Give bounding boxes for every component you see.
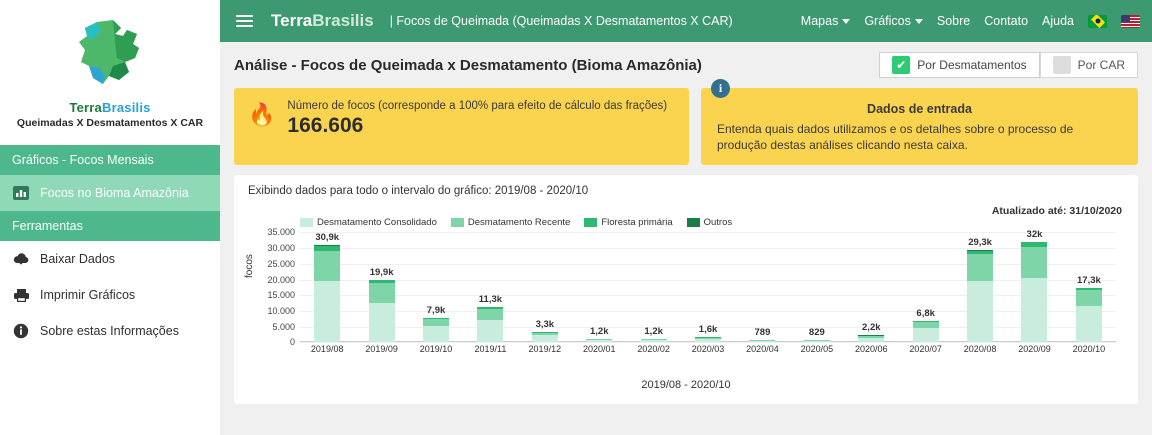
chart-bar[interactable] [695, 337, 721, 342]
chart-bar[interactable] [586, 339, 612, 343]
page-header [234, 52, 1138, 78]
card-dados-title: Dados de entrada [867, 102, 972, 116]
nav-item-label: Ajuda [1042, 14, 1074, 28]
chart-bar-segment [314, 281, 340, 343]
x-tick-label: 2020/10 [1072, 344, 1106, 355]
chart-bar-value-label: 30,9k [315, 232, 340, 244]
chart-bar[interactable] [1076, 288, 1102, 342]
x-tick-label: 2020/08 [963, 344, 997, 355]
card-dados-description: Entenda quais dados utilizamos e os detalhes sobre o processo de produção destas análises clicando nesta caixa. [717, 122, 1074, 153]
chart-bar-column[interactable] [300, 232, 354, 342]
chart-bar-segment [1021, 247, 1047, 278]
printer-icon [12, 288, 30, 303]
cloud-download-icon [12, 252, 30, 266]
chart-bar[interactable] [1021, 242, 1047, 343]
chart-bar-segment [1076, 290, 1102, 306]
nav-item-label: Mapas [800, 14, 839, 28]
chart-caption: Exibindo dados para todo o intervalo do gráfico: 2019/08 - 2020/10 [248, 185, 589, 198]
topbar-subtitle: | Focos de Queimada (Queimadas X Desmatamentos X CAR) [389, 14, 733, 28]
chart-bar-value-label: 11,3k [478, 293, 503, 305]
legend-item[interactable] [687, 217, 733, 228]
x-tick-label: 2020/07 [909, 344, 942, 355]
info-icon [12, 323, 30, 339]
sidebar-brand-subtitle: Queimadas X Desmatamentos X CAR [16, 117, 204, 129]
topbar-nav [801, 14, 1140, 28]
chevron-down-icon [915, 19, 923, 24]
toggle-label: Por Desmatamentos [917, 58, 1027, 72]
chart-bar-segment [913, 328, 939, 342]
chart-bar-value-label: 1,2k [644, 325, 663, 337]
chart-bar[interactable] [314, 245, 340, 342]
chart-bar-column[interactable] [1062, 232, 1116, 342]
flame-icon: 🔥 [248, 102, 276, 127]
sidebar-section-graficos-label: Gráficos - Focos Mensais [12, 153, 154, 167]
legend-swatch [451, 218, 464, 227]
terrabrasilis-logo-icon [67, 18, 153, 92]
toggle-por-desmatamentos[interactable] [879, 52, 1039, 78]
chart-bar-column[interactable] [681, 232, 735, 342]
bar-chart-icon [12, 186, 30, 200]
chart-bar-column[interactable] [572, 232, 626, 342]
chart-bar-column[interactable] [409, 232, 463, 342]
card-focos-label: Número de focos (corresponde a 100% para efeito de cálculo das frações) [287, 100, 668, 112]
chart-bar[interactable] [641, 339, 667, 343]
top-navbar [220, 0, 1152, 42]
x-tick-label: 2019/08 [310, 344, 344, 355]
chart-bar-segment [314, 251, 340, 281]
toggle-por-car[interactable] [1040, 52, 1138, 78]
chart-bar-column[interactable] [790, 232, 844, 342]
nav-item-label: Sobre [936, 14, 971, 28]
legend-swatch [584, 218, 597, 227]
chart-bar[interactable] [477, 307, 503, 343]
chart-bar-value-label: 789 [754, 326, 771, 338]
chart-bar[interactable] [967, 250, 993, 342]
chart-bar-segment [858, 338, 884, 343]
x-tick-label: 2020/05 [800, 344, 834, 355]
chart-bar-segment [1021, 278, 1047, 342]
page-title: Análise - Focos de Queimada x Desmatamento (Bioma Amazônia) [234, 56, 702, 74]
check-icon-empty: ✔ [1053, 56, 1071, 74]
legend-swatch [687, 218, 700, 227]
chart-x-tick-labels [300, 344, 1116, 354]
legend-item[interactable] [451, 217, 570, 228]
x-tick-label: 2019/09 [365, 344, 398, 355]
sidebar-item-label: Focos no Bioma Amazônia [40, 186, 189, 200]
chart-bar-value-label: 29,3k [968, 237, 992, 249]
chart-bar-segment [749, 341, 775, 343]
sidebar-brand-title [69, 100, 150, 115]
chart-bar-value-label: 6,8k [916, 308, 935, 320]
sidebar-item-sobre-estas-informacoes[interactable] [0, 313, 220, 349]
chart-bar-value-label: 17,3k [1077, 275, 1101, 287]
topbar-brand-part2: Brasilis [312, 11, 374, 30]
card-numero-focos [234, 88, 689, 165]
nav-item-sobre[interactable] [937, 14, 970, 28]
card-dados-de-entrada[interactable] [701, 81, 1138, 165]
chart-bar-column[interactable] [735, 232, 789, 342]
chart-bar-column[interactable] [844, 232, 898, 342]
chart-bar-segment [1076, 306, 1102, 342]
sidebar-item-baixar-dados[interactable] [0, 241, 220, 277]
chart-bar-column[interactable] [626, 232, 680, 342]
sidebar-item-imprimir-graficos[interactable] [0, 277, 220, 313]
y-tick-label: 25.000 [267, 258, 295, 269]
analysis-mode-toggle-group [879, 52, 1138, 78]
sidebar-brand [0, 0, 220, 145]
chart-bar[interactable] [749, 340, 775, 342]
chart-bar-column[interactable] [953, 232, 1007, 342]
x-tick-label: 2020/04 [746, 344, 779, 355]
chart-bar-column[interactable] [463, 232, 517, 342]
chart-bar[interactable] [913, 321, 939, 342]
chart-y-axis-label: focos [244, 254, 255, 279]
sidebar-section-ferramentas [0, 211, 220, 241]
x-tick-label: 2020/06 [854, 344, 888, 355]
check-icon: ✔ [892, 56, 910, 74]
chart-bar-segment [967, 254, 993, 281]
nav-item-ajuda[interactable] [1042, 14, 1074, 28]
topbar-brand-part1: Terra [271, 11, 313, 30]
chart-legend [300, 217, 1124, 228]
chart-bar[interactable] [423, 318, 449, 343]
chart-bars [300, 228, 1116, 342]
y-tick-label: 15.000 [267, 290, 295, 301]
chart-bar-segment [586, 340, 612, 343]
y-tick-label: 35.000 [267, 227, 295, 238]
legend-label: Floresta primária [601, 217, 673, 229]
x-tick-label: 2020/03 [691, 344, 725, 355]
chart-bar-column[interactable] [354, 232, 408, 342]
legend-item[interactable] [300, 217, 437, 228]
chart-bar-segment [423, 319, 449, 326]
chart-bar-value-label: 1,2k [589, 325, 609, 337]
chart-bar-value-label: 3,3k [535, 319, 555, 331]
legend-label: Desmatamento Consolidado [317, 217, 437, 229]
chart-bar-segment [695, 339, 721, 342]
chart-bar-column[interactable] [898, 232, 952, 342]
sidebar-item-focos-bioma-amazonia[interactable] [0, 175, 220, 211]
hamburger-icon[interactable] [232, 13, 257, 29]
chevron-down-icon [842, 19, 850, 24]
chart-bar-segment [423, 326, 449, 342]
x-tick-label: 2020/02 [637, 344, 670, 355]
nav-item-mapas[interactable] [801, 14, 851, 28]
topbar-brand[interactable] [271, 11, 374, 31]
nav-item-label: Gráficos [864, 14, 911, 28]
sidebar-item-label: Sobre estas Informações [40, 324, 179, 338]
chart-bar-value-label: 19,9k [369, 266, 394, 278]
chart-bar[interactable] [532, 332, 558, 342]
y-tick-label: 30.000 [267, 243, 295, 254]
legend-label: Desmatamento Recente [467, 217, 571, 229]
nav-item-label: Contato [984, 14, 1029, 28]
legend-item[interactable] [584, 217, 672, 228]
chart-bar-segment [641, 340, 667, 343]
chart-bar-value-label: 829 [808, 326, 825, 338]
chart-bar-segment [477, 320, 503, 342]
sidebar [0, 0, 220, 435]
chart-panel [234, 175, 1138, 404]
gridline [289, 337, 1116, 348]
x-tick-label: 2020/01 [582, 344, 616, 355]
nav-item-contato[interactable] [984, 14, 1028, 28]
card-focos-value: 166.606 [287, 114, 364, 137]
chart-bar-segment [369, 283, 395, 302]
y-tick-label: 10.000 [267, 305, 295, 316]
x-tick-label: 2019/11 [474, 344, 507, 355]
chart-bar-segment [804, 341, 830, 343]
chart-updated-label: Atualizado até: 31/10/2020 [991, 205, 1122, 218]
legend-label: Outros [703, 217, 733, 229]
chart-bar[interactable] [369, 280, 395, 343]
y-tick-label: 0 [289, 337, 295, 348]
chart-bar-segment [532, 335, 558, 342]
chart-plot-area [244, 227, 1124, 357]
chart-bar[interactable] [804, 340, 830, 343]
y-tick-label: 5.000 [272, 321, 295, 332]
chart-bar-value-label: 2,2k [862, 322, 881, 334]
toggle-label: Por CAR [1077, 58, 1125, 72]
info-badge-icon: i [711, 79, 730, 98]
x-tick-label: 2019/10 [419, 344, 453, 355]
chart-x-axis-title: 2019/08 - 2020/10 [641, 379, 731, 392]
sidebar-brand-title-part1: Terra [69, 100, 102, 115]
x-tick-label: 2020/09 [1018, 344, 1051, 355]
flag-brazil-icon[interactable] [1088, 15, 1107, 28]
chart-bar-segment [477, 309, 503, 320]
chart-bar-segment [369, 303, 395, 343]
sidebar-filler [0, 349, 220, 435]
page-content [220, 42, 1152, 404]
legend-swatch [300, 218, 313, 227]
sidebar-section-ferramentas-label: Ferramentas [12, 219, 83, 233]
sidebar-brand-title-part2: Brasilis [101, 100, 151, 115]
chart-bar-value-label: 7,9k [426, 304, 446, 316]
chart-bar-value-label: 1,6k [698, 324, 718, 336]
sidebar-item-label: Baixar Dados [40, 252, 116, 266]
x-tick-label: 2019/12 [528, 344, 562, 355]
flag-usa-icon[interactable] [1121, 15, 1140, 28]
sidebar-section-graficos [0, 145, 220, 175]
y-tick-label: 20.000 [267, 274, 295, 285]
sidebar-item-label: Imprimir Gráficos [40, 288, 136, 302]
chart-bar-value-label: 32k [1026, 228, 1043, 240]
chart-bar-column[interactable] [518, 232, 572, 342]
main-area [220, 0, 1152, 435]
chart-bar[interactable] [858, 335, 884, 342]
nav-item-graficos[interactable] [864, 14, 923, 28]
summary-cards [234, 81, 1138, 165]
chart-bar-column[interactable] [1007, 228, 1061, 342]
chart-bar-segment [967, 281, 993, 342]
